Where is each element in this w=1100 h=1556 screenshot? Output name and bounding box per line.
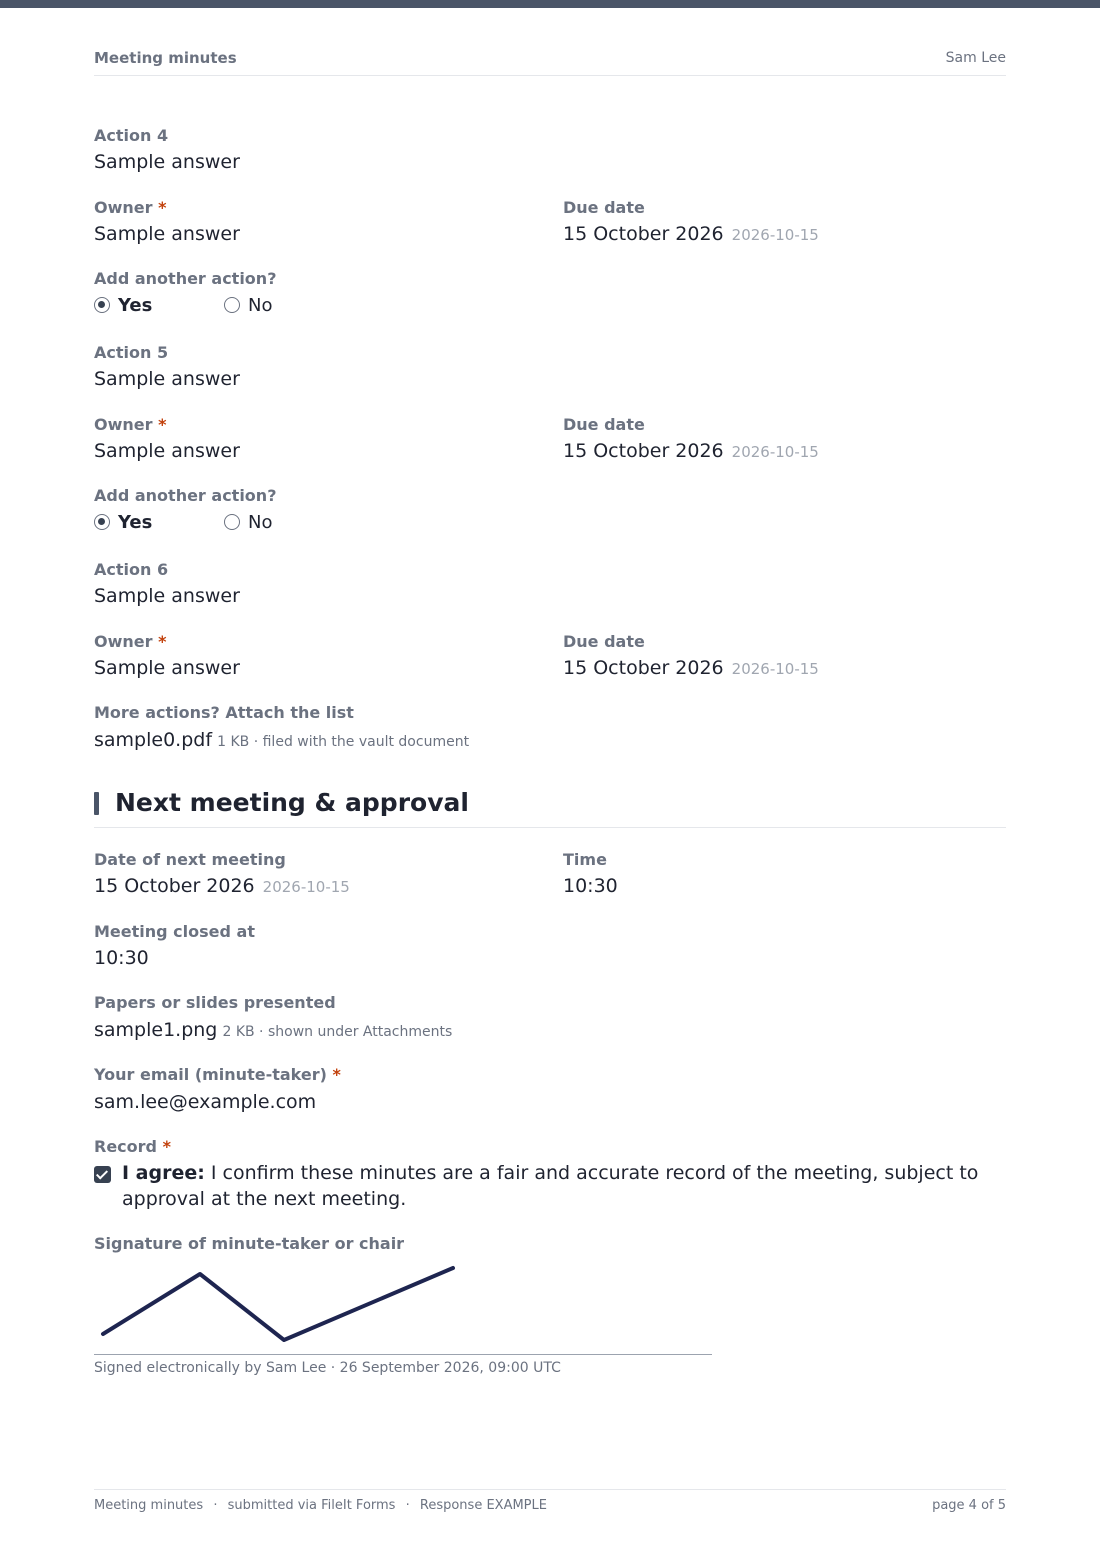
next-meeting-time-label: Time [563,850,607,869]
email-label: Your email (minute-taker) * [94,1065,341,1084]
form-title: Meeting minutes [94,49,237,67]
action-6-value: Sample answer [94,585,240,607]
footer-page-number: page 4 of 5 [932,1498,1006,1513]
section-title: Next meeting & approval [115,788,469,817]
radio-selected-icon [94,297,110,313]
action-5-label: Action 5 [94,343,169,362]
required-marker: * [158,415,167,434]
email-value: sam.lee@example.com [94,1091,317,1113]
action-5-value: Sample answer [94,368,240,390]
action-5-owner-value: Sample answer [94,440,240,462]
required-marker: * [162,1137,171,1156]
radio-empty-icon [224,297,240,313]
footer-via: submitted via FileIt Forms [227,1498,396,1513]
papers-label: Papers or slides presented [94,993,336,1012]
agree-statement: I confirm these minutes are a fair and accurate record of the meeting, subject to approval at the next meeting. [122,1162,979,1210]
action-6-owner-value: Sample answer [94,657,240,679]
meeting-closed-value: 10:30 [94,947,149,969]
action-6-owner-label: Owner * [94,632,167,651]
action-5-due-iso: 2026-10-15 [731,443,819,461]
next-meeting-date-iso: 2026-10-15 [262,878,350,896]
action-4-due-iso: 2026-10-15 [731,226,819,244]
attachment-filename: sample1.png [94,1019,218,1041]
action-5-due-label: Due date [563,415,645,434]
next-meeting-time-value: 10:30 [563,875,618,897]
more-actions-attachment[interactable] [94,729,469,751]
footer-info [94,1498,547,1513]
footer-separator: · [213,1498,218,1513]
record-checkbox[interactable] [94,1166,111,1183]
signature-line [94,1354,712,1355]
action-5-no-option[interactable]: No [224,512,272,533]
papers-attachment[interactable] [94,1019,452,1041]
record-agreement-text [122,1160,1002,1212]
footer-divider [94,1489,1006,1490]
signature-label: Signature of minute-taker or chair [94,1234,405,1253]
radio-selected-icon [94,514,110,530]
action-5-another-label: Add another action? [94,486,277,505]
footer-separator: · [405,1498,410,1513]
action-4-value: Sample answer [94,151,240,173]
radio-empty-icon [224,514,240,530]
action-4-another-label: Add another action? [94,269,277,288]
attachment-meta: 1 KB · filed with the vault document [217,734,470,750]
page-header [94,48,1006,76]
section-divider [94,827,1006,828]
meeting-closed-label: Meeting closed at [94,922,255,941]
section-accent-bar [94,792,99,815]
footer-response: Response EXAMPLE [419,1498,547,1513]
action-4-owner-value: Sample answer [94,223,240,245]
action-4-owner-label: Owner * [94,198,167,217]
respondent-name: Sam Lee [945,50,1006,66]
action-4-due-label: Due date [563,198,645,217]
next-meeting-date-value: 15 October 2026 2026-10-15 [94,875,350,897]
signature-drawing [94,1258,494,1350]
agree-prefix: I agree: [122,1162,205,1184]
action-4-no-option[interactable]: No [224,295,272,316]
signature-caption: Signed electronically by Sam Lee · 26 September 2026, 09:00 UTC [94,1360,561,1376]
more-actions-label: More actions? Attach the list [94,703,354,722]
required-marker: * [158,198,167,217]
action-4-yes-option[interactable]: Yes [94,295,152,316]
record-label: Record * [94,1137,171,1156]
next-meeting-date-label: Date of next meeting [94,850,286,869]
action-5-owner-label: Owner * [94,415,167,434]
footer-form-name: Meeting minutes [94,1498,204,1513]
action-5-yes-option[interactable]: Yes [94,512,152,533]
action-6-due-label: Due date [563,632,645,651]
required-marker: * [332,1065,341,1084]
action-6-due-value: 15 October 2026 2026-10-15 [563,657,819,679]
action-4-label: Action 4 [94,126,169,145]
action-4-due-value: 15 October 2026 2026-10-15 [563,223,819,245]
document-page [94,0,1006,1556]
action-6-label: Action 6 [94,560,169,579]
action-5-due-value: 15 October 2026 2026-10-15 [563,440,819,462]
required-marker: * [158,632,167,651]
attachment-meta: 2 KB · shown under Attachments [222,1024,453,1040]
attachment-filename: sample0.pdf [94,729,213,751]
action-6-due-iso: 2026-10-15 [731,660,819,678]
